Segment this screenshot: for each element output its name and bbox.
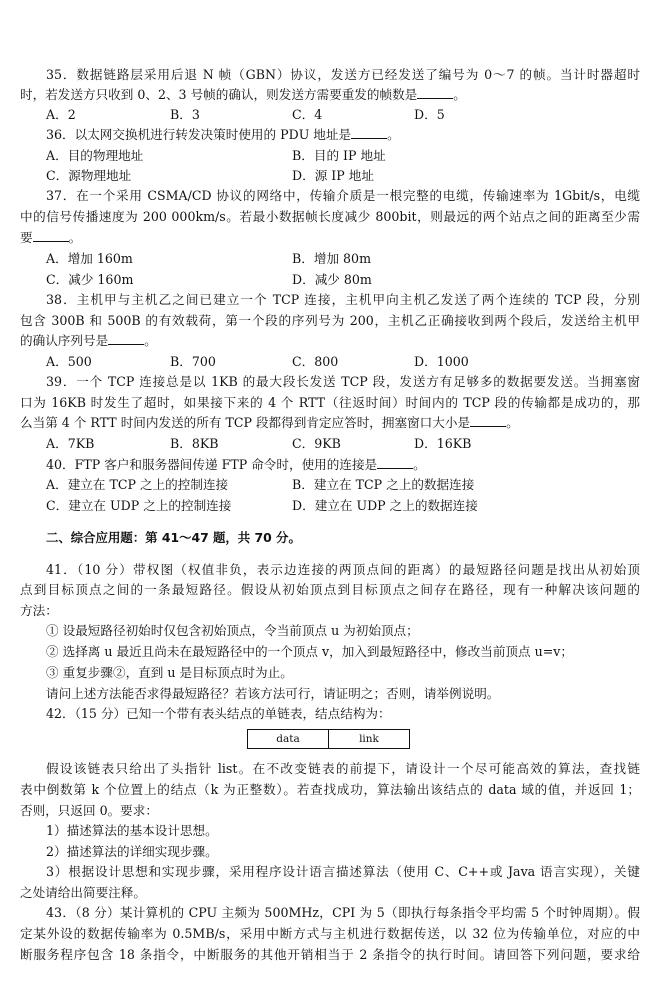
q35-line-2-text: 时，若发送方只收到 0、2、3 号帧的确认，则发送方需要重发的帧数是 — [20, 87, 418, 102]
answer-blank — [351, 126, 387, 139]
q37-line-1: 37．在一个采用 CSMA/CD 协议的网络中，传输介质是一根完整的电缆，传输速率为 1Gbit/s，电缆 — [46, 188, 640, 203]
q35-line-2-end: 。 — [453, 87, 466, 102]
q37-line-2: 中的信号传播速度为 200 000km/s。若最小数据帧长度减少 800bit，则最远的两个站点之间的距离至少需 — [20, 209, 640, 224]
q38-option-b: B．700 — [170, 354, 216, 369]
q41-step-2: ② 选择离 u 最近且尚未在最短路径中的一个顶点 v，加入到最短路径中，修改当前顶点 u=v； — [46, 644, 573, 659]
q38-option-a: A．500 — [46, 354, 92, 369]
q39-option-a: A．7KB — [46, 436, 95, 451]
answer-blank — [417, 86, 453, 99]
q38-line-2: 包含 300B 和 500B 的有效载荷，第一个段的序列号为 200，主机乙正确接收到两个段后，发送给主机甲 — [20, 313, 640, 328]
q42-line-1: 42．（15 分）已知一个带有表头结点的单链表，结点结构为： — [46, 706, 391, 721]
q39-option-d: D．16KB — [414, 436, 472, 451]
q35-option-d: D．5 — [414, 107, 445, 122]
section-heading: 二、综合应用题：第 41～47 题，共 70 分。 — [46, 530, 301, 545]
q42-para-2: 表中倒数第 k 个位置上的结点（k 为正整数）。若查找成功，算法输出该结点的 data 域的值，并返回 1； — [20, 782, 640, 797]
q40-option-c: C．建立在 UDP 之上的控制连接 — [46, 498, 232, 513]
q41-step-3: ③ 重复步骤②，直到 u 是目标顶点时为止。 — [46, 665, 293, 680]
q40-option-b: B．建立在 TCP 之上的数据连接 — [292, 477, 475, 492]
q40-option-d: D．建立在 UDP 之上的数据连接 — [292, 498, 478, 513]
q41-question: 请问上述方法能否求得最短路径？若该方法可行，请证明之；否则，请举例说明。 — [46, 686, 500, 701]
q37-option-c: C．减少 160m — [46, 272, 134, 287]
q38-option-d: D．1000 — [414, 354, 469, 369]
q41-step-1: ① 设最短路径初始时仅包含初始顶点，令当前顶点 u 为初始顶点； — [46, 623, 419, 638]
q41-line-1: 41．（10 分）带权图（权值非负，表示边连接的两顶点间的距离）的最短路径问题是找出从初始顶 — [46, 562, 640, 577]
answer-blank — [108, 332, 144, 345]
q36-option-b: B．目的 IP 地址 — [292, 148, 386, 163]
q37-option-d: D．减少 80m — [292, 272, 372, 287]
answer-blank — [377, 456, 413, 469]
q36-line-1-text: 36．以太网交换机进行转发决策时使用的 PDU 地址是 — [46, 127, 352, 142]
q39-line-3-text: 么当第 4 个 RTT 时间内发送的所有 TCP 段都得到肯定应答时，拥塞窗口大小是 — [20, 415, 471, 430]
q39-option-c: C．9KB — [292, 436, 341, 451]
q41-line-2: 点到目标顶点之间的一条最短路径。假设从初始顶点到目标顶点之间存在路径，现有一种解决该问题的 — [20, 582, 640, 597]
q35-option-b: B．3 — [170, 107, 200, 122]
q38-line-3-text: 的确认序列号是 — [20, 333, 109, 348]
q39-line-3-end: 。 — [506, 415, 519, 430]
q40-line-1-text: 40．FTP 客户和服务器间传递 FTP 命令时，使用的连接是 — [46, 457, 378, 472]
node-field-data: data — [248, 730, 329, 749]
q40-line-1 — [46, 455, 426, 474]
q36-line-1-end: 。 — [387, 127, 400, 142]
q40-line-1-end: 。 — [413, 457, 426, 472]
q42-para-3: 否则，只返回 0。要求： — [20, 803, 158, 818]
q37-line-3-end: 。 — [68, 230, 82, 245]
q43-line-1: 43．（8 分）某计算机的 CPU 主频为 500MHz，CPI 为 5（即执行每条指令平均需 5 个时钟周期）。假 — [46, 905, 640, 920]
q36-line-1 — [46, 125, 400, 144]
q35-option-c: C．4 — [292, 107, 323, 122]
q35-option-a: A．2 — [46, 107, 76, 122]
q35-line-1: 35．数据链路层采用后退 N 帧（GBN）协议，发送方已经发送了编号为 0～7 的帧。当计时器超时 — [46, 67, 640, 82]
q39-line-3 — [20, 413, 519, 432]
q35-line-2 — [20, 85, 466, 104]
q43-line-2: 定某外设的数据传输率为 0.5MB/s，采用中断方式与主机进行数据传送，以 32 位为传输单位，对应的中 — [20, 926, 640, 941]
q38-option-c: C．800 — [292, 354, 339, 369]
q42-req-2: 2）描述算法的详细实现步骤。 — [46, 844, 218, 859]
q36-option-a: A．目的物理地址 — [46, 148, 144, 163]
q36-option-c: C．源物理地址 — [46, 168, 132, 183]
node-field-link: link — [329, 730, 410, 749]
q43-line-3: 断服务程序包含 18 条指令，中断服务的其他开销相当于 2 条指令的执行时间。请回答下列问题，要求给 — [20, 947, 640, 962]
q37-line-3 — [20, 228, 81, 247]
q41-line-3: 方法： — [20, 603, 58, 618]
answer-blank — [33, 229, 69, 242]
q39-line-1: 39．一个 TCP 连接总是以 1KB 的最大段长发送 TCP 段，发送方有足够多的数据要发送。当拥塞窗 — [46, 374, 640, 389]
q38-line-3 — [20, 331, 157, 350]
q37-line-3-text: 要 — [20, 230, 33, 245]
q39-line-2: 口为 16KB 时发生了超时，如果接下来的 4 个 RTT（往返时间）时间内的 TCP 段的传输都是成功的，那 — [20, 395, 640, 410]
q40-option-a: A．建立在 TCP 之上的控制连接 — [46, 477, 229, 492]
q39-option-b: B．8KB — [170, 436, 219, 451]
q37-option-b: B．增加 80m — [292, 251, 372, 266]
q38-line-1: 38．主机甲与主机乙之间已建立一个 TCP 连接，主机甲向主机乙发送了两个连续的 TCP 段，分别 — [46, 292, 640, 307]
answer-blank — [470, 414, 506, 427]
q42-para-1: 假设该链表只给出了头指针 list。在不改变链表的前提下，请设计一个尽可能高效的算法，查找链 — [46, 761, 640, 776]
q42-req-1: 1）描述算法的基本设计思想。 — [46, 823, 218, 838]
q38-line-3-end: 。 — [144, 333, 157, 348]
q37-option-a: A．增加 160m — [46, 251, 133, 266]
node-structure-table — [247, 729, 410, 749]
q42-req-3b: 之处请给出简要注释。 — [20, 885, 146, 900]
q42-req-3a: 3）根据设计思想和实现步骤，采用程序设计语言描述算法（使用 C、C++或 Java 语言实现），关键 — [46, 864, 640, 879]
q36-option-d: D．源 IP 地址 — [292, 168, 374, 183]
